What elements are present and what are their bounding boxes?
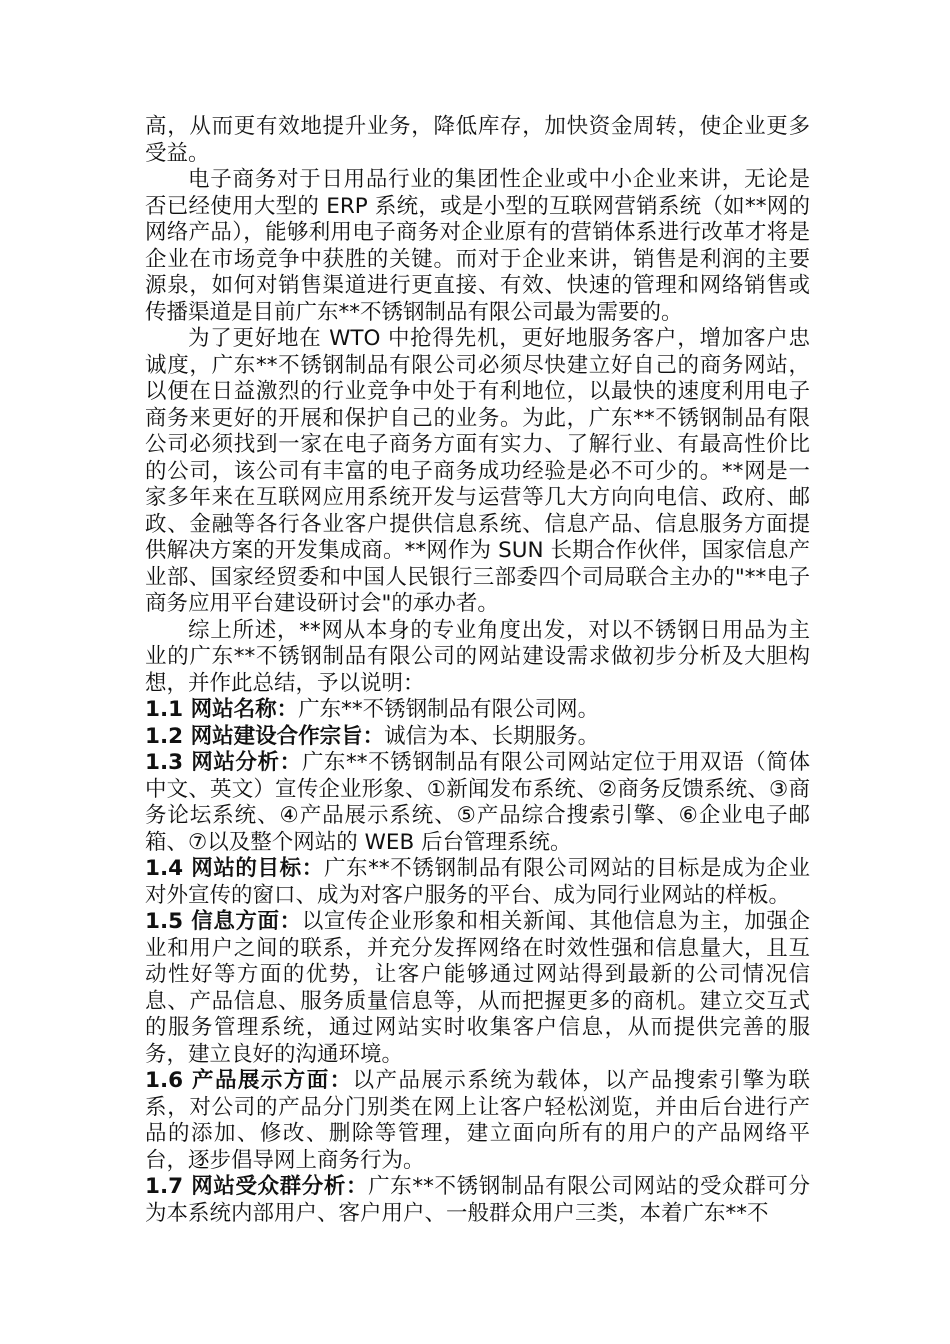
section-heading: 1.3 网站分析： bbox=[145, 750, 302, 775]
section-heading: 1.4 网站的目标： bbox=[145, 856, 324, 881]
section-text: 广东**不锈钢制品有限公司网。 bbox=[298, 697, 600, 722]
section-1-5 bbox=[145, 909, 810, 1068]
section-heading: 1.1 网站名称： bbox=[145, 697, 299, 722]
section-text: 以产品展示系统为载体，以产品搜索引擎为联系，对公司的产品分门别类在网上让客户轻松浏览，并由后台进行产品的添加、修改、删除等管理，建立面向所有的用户的产品网络平台，逐步倡导网上商务行为。 bbox=[145, 1068, 810, 1173]
section-heading: 1.7 网站受众群分析： bbox=[145, 1174, 369, 1199]
paragraph-continuation: 高，从而更有效地提升业务，降低库存，加快资金周转，使企业更多受益。 bbox=[145, 114, 810, 166]
section-heading: 1.6 产品展示方面： bbox=[145, 1068, 353, 1093]
section-1-3 bbox=[145, 750, 810, 856]
section-1-4 bbox=[145, 856, 810, 909]
section-text: 广东**不锈钢制品有限公司网站的目标是成为企业对外宣传的窗口、成为对客户服务的平台、成为同行业网站的样板。 bbox=[145, 856, 810, 908]
paragraph-wto-opportunity: 为了更好地在 WTO 中抢得先机，更好地服务客户，增加客户忠诚度，广东**不锈钢制品有限公司必须尽快建立好自己的商务网站，以便在日益激烈的行业竞争中处于有利地位，以最快的速度利用电子商务来更好的开展和保护自己的业务。为此，广东**不锈钢制品有限公司必须找到一家在电子商务方面有实力、了解行业、有最高性价比的公司，该公司有丰富的电子商务成功经验是必不可少的。**网是一家多年来在互联网应用系统开发与运营等几大方向向电信、政府、邮政、金融等各行各业客户提供信息系统、信息产品、信息服务方面提供解决方案的开发集成商。**网作为 SUN 长期合作伙伴，国家信息产业部、国家经贸委和中国人民银行三部委四个司局联合主办的"**电子商务应用平台建设研讨会"的承办者。 bbox=[145, 326, 810, 616]
section-1-2 bbox=[145, 724, 810, 751]
section-text: 广东**不锈钢制品有限公司网站的受众群可分为本系统内部用户、客户用户、一般群众用户三类，本着广东**不 bbox=[145, 1174, 810, 1226]
paragraph-summary: 综上所述，**网从本身的专业角度出发，对以不锈钢日用品为主业的广东**不锈钢制品有限公司的网站建设需求做初步分析及大胆构想，并作此总结，予以说明： bbox=[145, 617, 810, 696]
document-page bbox=[145, 114, 810, 1227]
section-heading: 1.2 网站建设合作宗旨： bbox=[145, 723, 385, 749]
section-1-7 bbox=[145, 1174, 810, 1227]
paragraph-ecommerce-importance: 电子商务对于日用品行业的集团性企业或中小企业来讲，无论是否已经使用大型的 ERP 系统，或是小型的互联网营销系统（如**网的网络产品），能够利用电子商务对企业原有的营销体系进行改革才将是企业在市场竞争中获胜的关键。而对于企业来讲，销售是利润的主要源泉，如何对销售渠道进行更直接、有效、快速的管理和网络销售或传播渠道是目前广东**不锈钢制品有限公司最为需要的。 bbox=[145, 167, 810, 325]
section-heading: 1.5 信息方面： bbox=[145, 909, 302, 934]
section-1-6 bbox=[145, 1068, 810, 1174]
section-text: 以宣传企业形象和相关新闻、其他信息为主，加强企业和用户之间的联系，并充分发挥网络在时效性强和信息量大，且互动性好等方面的优势，让客户能够通过网站得到最新的公司情况信息、产品信息、服务质量信息等，从而把握更多的商机。建立交互式的服务管理系统，通过网站实时收集客户信息，从而提供完善的服务，建立良好的沟通环境。 bbox=[145, 909, 810, 1067]
section-text: 广东**不锈钢制品有限公司网站定位于用双语（简体中文、英文）宣传企业形象、①新闻发布系统、②商务反馈系统、③商务论坛系统、④产品展示系统、⑤产品综合搜索引擎、⑥企业电子邮箱、⑦以及整个网站的 WEB 后台管理系统。 bbox=[145, 750, 810, 855]
section-text: 诚信为本、长期服务。 bbox=[384, 723, 600, 749]
section-1-1 bbox=[145, 697, 810, 724]
